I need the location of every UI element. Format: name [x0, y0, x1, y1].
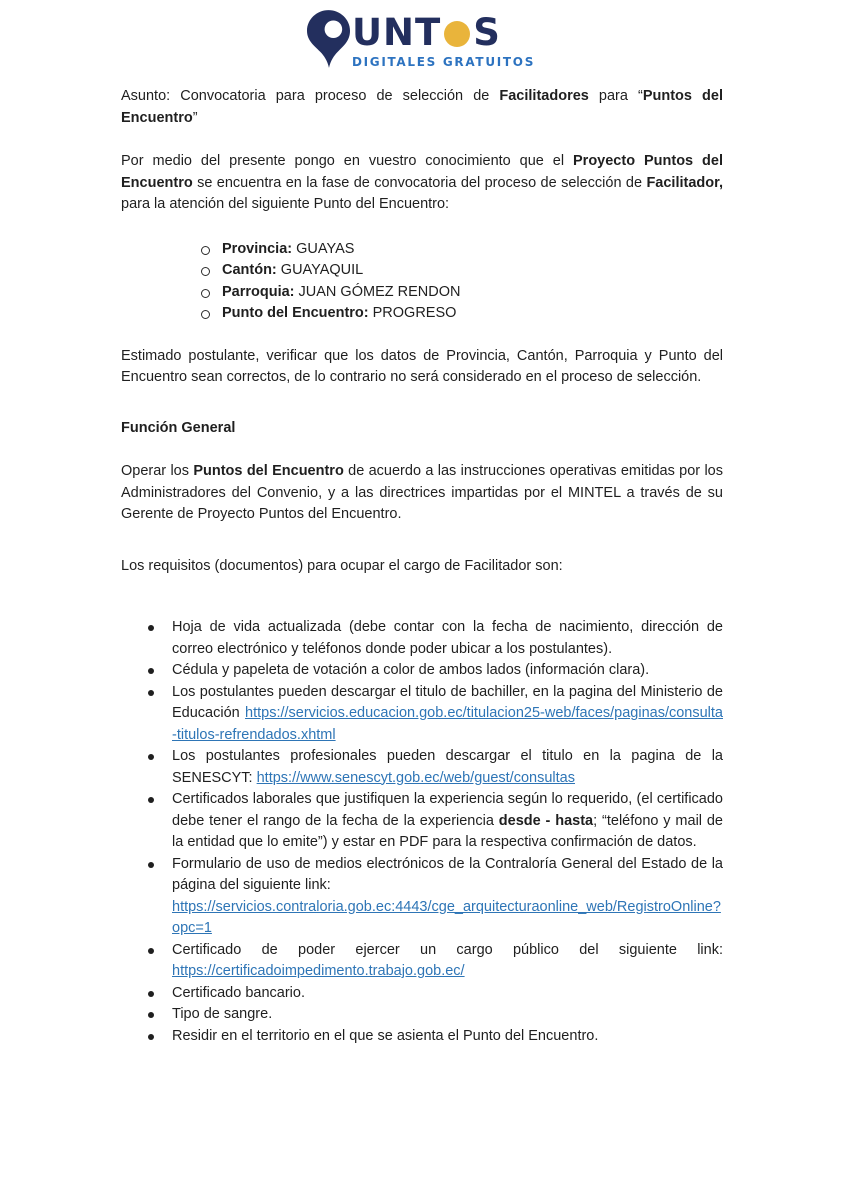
list-item-text [222, 262, 363, 278]
text-run: ” [192, 109, 198, 126]
logo-wordmark [351, 11, 536, 54]
text-run: Certificados laborales que justifiquen la experiencia según lo requerido, (el certificado debe tener el rango de la fecha de la experiencia [172, 791, 723, 829]
text-run: Los postulantes profesionales pueden descargar el titulo en la pagina de la SENESCYT: [172, 748, 723, 786]
bold-text-run: Facilitador, [646, 174, 723, 191]
logo [0, 0, 843, 69]
list-item [121, 303, 723, 325]
list-item-text [222, 284, 460, 300]
text-run: GUAYAS [292, 240, 355, 257]
disc-bullet-icon [148, 797, 154, 803]
text-run: JUAN GÓMEZ RENDON [294, 283, 461, 300]
text-run: PROGRESO [368, 305, 457, 321]
hyperlink[interactable]: https://servicios.contraloria.gob.ec:4443/cge_arquitecturaonline_web/RegistroOnline?opc=1 [172, 898, 721, 936]
list-item [121, 282, 723, 304]
logo-text-block [352, 10, 536, 69]
list-item [121, 1026, 723, 1048]
bold-text-run: Cantón: [222, 262, 277, 278]
logo-letter-s: S [473, 11, 501, 54]
disc-bullet-icon [148, 668, 154, 674]
list-item [121, 854, 723, 940]
bold-text-run: Proyecto Puntos del Encuentro [121, 153, 723, 191]
bold-text-run: Puntos del Encuentro [193, 463, 344, 479]
bold-text-run: Función General [121, 419, 236, 436]
bold-text-run: Provincia: [222, 240, 293, 257]
text-run: Certificado bancario. [172, 984, 305, 1001]
list-item [121, 789, 723, 854]
text-run: Residir en el territorio en el que se asienta el Punto del Encuentro. [172, 1027, 599, 1044]
list-item-text [172, 684, 723, 743]
subject-paragraph [121, 86, 723, 129]
list-item [121, 617, 723, 660]
text-run: Formulario de uso de medios electrónicos de la Contraloría General del Estado de la página del siguiente link: [172, 855, 723, 893]
text-run: Los postulantes pueden descargar el titulo de bachiller, en la pagina del Ministerio de Educación [172, 683, 723, 721]
disc-bullet-icon [148, 991, 154, 997]
circle-bullet-icon [201, 246, 210, 255]
list-item [121, 239, 723, 261]
list-item [121, 983, 723, 1005]
list-item [121, 682, 723, 747]
bold-text-run: Parroquia: [222, 283, 295, 300]
list-item [121, 940, 723, 983]
bold-text-run: desde - hasta [498, 812, 594, 829]
disc-bullet-icon [148, 948, 154, 954]
disc-bullet-icon [148, 1012, 154, 1018]
text-run: Hoja de vida actualizada (debe contar con la fecha de nacimiento, dirección de correo electrónico y teléfonos donde poder ubicar a los postulantes). [172, 619, 723, 657]
note-paragraph [121, 346, 723, 389]
bold-text-run: Puntos del Encuentro [121, 88, 723, 126]
list-item [121, 260, 723, 282]
text-run: Operar los [121, 463, 194, 479]
list-item-text [222, 305, 456, 321]
text-run: para la atención del siguiente Punto del Encuentro: [121, 196, 450, 212]
list-item [121, 1004, 723, 1026]
function-paragraph [121, 461, 723, 526]
puntos-logo [307, 10, 536, 69]
list-item-text [172, 985, 305, 1001]
logo-letters-unt: UNT [351, 11, 442, 54]
list-item [121, 660, 723, 682]
circle-bullet-icon [201, 289, 210, 298]
disc-bullet-icon [148, 1034, 154, 1040]
requirements-list [121, 617, 723, 1047]
yellow-dot-icon [444, 21, 470, 47]
bold-text-run: Facilitadores [499, 88, 589, 104]
intro-paragraph [121, 151, 723, 216]
location-list [121, 239, 723, 325]
disc-bullet-icon [148, 754, 154, 760]
circle-bullet-icon [201, 310, 210, 319]
disc-bullet-icon [148, 690, 154, 696]
circle-bullet-icon [201, 267, 210, 276]
list-item-text [172, 662, 649, 678]
requirements-intro [121, 556, 723, 578]
list-item-text [172, 942, 723, 980]
text-run: Asunto: Convocatoria para proceso de selección de [121, 88, 500, 104]
text-run: Los requisitos (documentos) para ocupar el cargo de Facilitador son: [121, 557, 563, 574]
document-body [121, 86, 723, 1047]
hyperlink[interactable]: https://certificadoimpedimento.trabajo.gob.ec/ [172, 963, 465, 979]
list-item-text [172, 856, 723, 937]
text-run: Cédula y papeleta de votación a color de ambos lados (información clara). [172, 662, 650, 678]
text-run: Estimado postulante, verificar que los datos de Provincia, Cantón, Parroquia y Punto del Encuentro sean correctos, de lo contrario no será considerado en el proceso de selección. [121, 347, 723, 385]
text-run: se encuentra en la fase de convocatoria del proceso de selección de [192, 174, 647, 191]
disc-bullet-icon [148, 625, 154, 631]
disc-bullet-icon [148, 862, 154, 868]
list-item-text [172, 791, 723, 850]
list-item-text [172, 619, 723, 657]
list-item [121, 746, 723, 789]
bold-text-run: Punto del Encuentro: [222, 305, 369, 321]
text-run: Certificado de poder ejercer un cargo público del siguiente link: [172, 941, 723, 958]
list-item-text [222, 241, 354, 257]
list-item-text [172, 1028, 598, 1044]
text-run: ; “teléfono y mail de la entidad que lo emite”) y estar en PDF para la respectiva confirmación de datos. [172, 812, 723, 850]
hyperlink[interactable]: https://servicios.educacion.gob.ec/titulacion25-web/faces/paginas/consulta-titulos-refrendados.xhtml [172, 705, 723, 743]
text-run: GUAYAQUIL [276, 262, 364, 278]
logo-subtitle: DIGITALES GRATUITOS [351, 55, 536, 69]
text-run: Por medio del presente pongo en vuestro conocimiento que el [121, 153, 573, 169]
text-run: para “ [588, 88, 643, 104]
list-item-text [172, 748, 723, 786]
hyperlink[interactable]: https://www.senescyt.gob.ec/web/guest/consultas [256, 769, 575, 786]
text-run: de acuerdo a las instrucciones operativas emitidas por los Administradores del Convenio, y a las directrices impartidas por el MINTEL a través de su Gerente de Proyecto Puntos del Encuentro. [121, 463, 723, 522]
list-item-text [172, 1006, 272, 1022]
section-heading [121, 418, 723, 440]
location-pin-icon [307, 10, 350, 69]
text-run: Tipo de sangre. [172, 1006, 273, 1022]
